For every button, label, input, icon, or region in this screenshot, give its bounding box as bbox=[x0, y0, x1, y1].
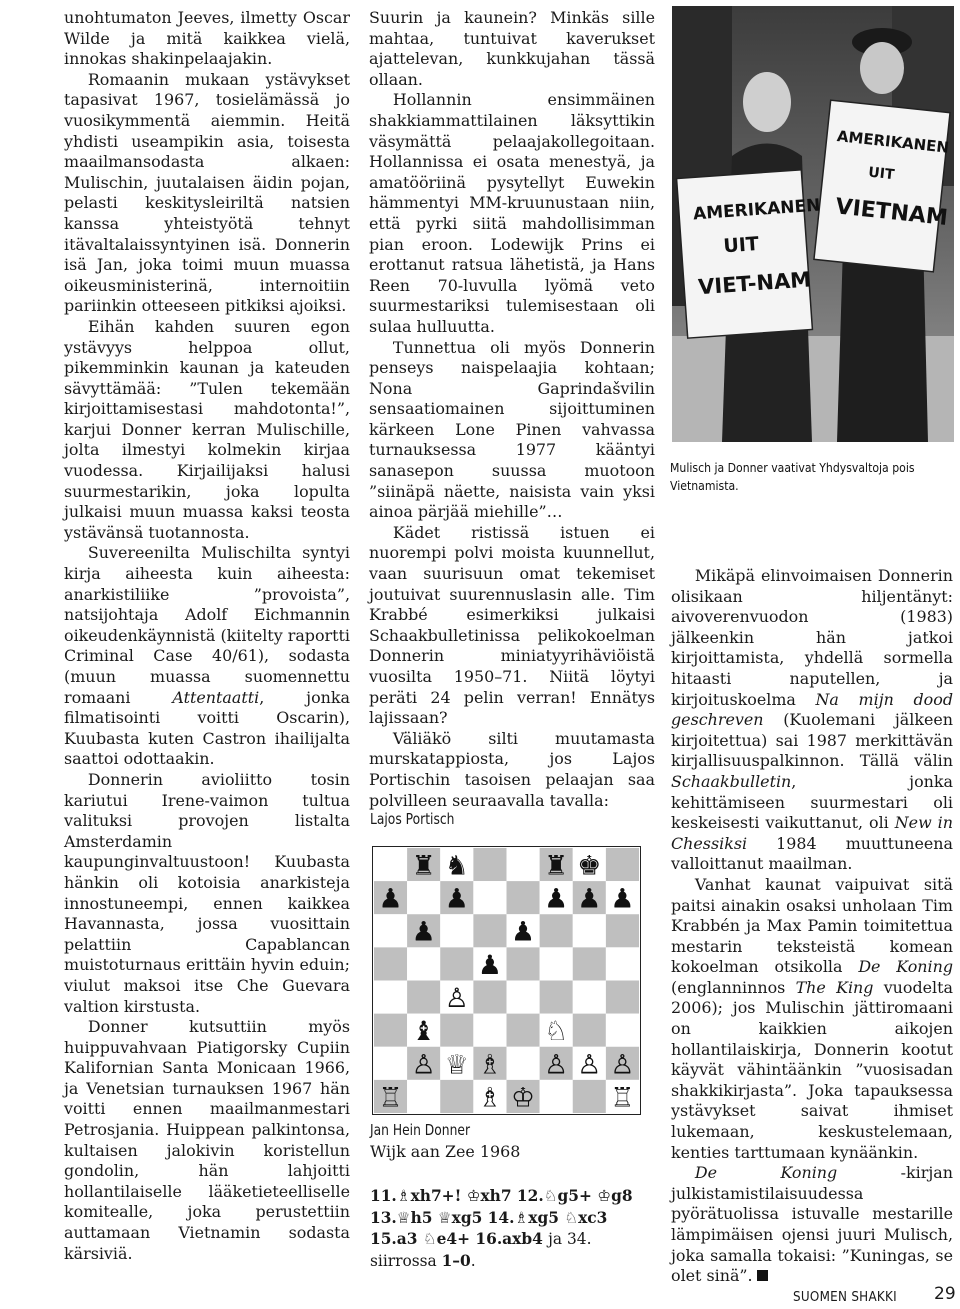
figurine-icon: ♔ bbox=[597, 1187, 612, 1205]
game-event: Wijk aan Zee 1968 bbox=[370, 1142, 521, 1161]
paragraph: Suvereenilta Mulischilta syntyi kirja aiheesta kuin aiheesta: anarkistiliike ”provoista”, natsijohtaja Adolf Eichmannin oikeudenkäynnistä (kiitelty raportti Criminal Case 40/61), sodasta (muun muassa suomennettu romaani Attentaatti, jonka filmatisointi voitti Oscarin), Kuubasta kuten Castron ihailijalta saattoi odottaakin. bbox=[64, 543, 350, 769]
board-square bbox=[374, 1047, 407, 1080]
board-square bbox=[440, 1014, 473, 1047]
magazine-name: SUOMEN SHAKKI bbox=[793, 1290, 897, 1305]
board-square bbox=[507, 881, 540, 914]
chess-piece-c8: ♞ bbox=[444, 850, 469, 882]
paragraph: unohtumaton Jeeves, ilmetty Oscar Wilde ja mitä kaikkea vielä, innokas shakinpelaajakin. bbox=[64, 8, 350, 69]
board-square bbox=[606, 981, 639, 1014]
board-square bbox=[573, 981, 606, 1014]
figurine-icon: ♕ bbox=[437, 1208, 452, 1227]
page-number: 29 bbox=[934, 1284, 956, 1304]
board-square bbox=[507, 1047, 540, 1080]
paragraph: Hollannin ensimmäinen shakkiammattilainen läksyttikin väsymättä pelaajakollegoitaan. Hollannissa ei osata menestyä, ja amatööriinä pysytellyt Euwekin hämmentyi MM-kruunustaan niin, että pyrki siitä mahdollisimman pian eroon. Lodewijk Prins ei erottanut ratsua lähetistä, ja Hans Reen 70-luvulla lyömä veto suurmestariksi tulemisestaan oli sulaa hulluutta. bbox=[369, 90, 655, 336]
chess-piece-b6: ♟ bbox=[411, 916, 436, 948]
board-square bbox=[606, 1014, 639, 1047]
paragraph: De Koning -kirjan julkistamistilaisuudessa pyörätuolissa istuvalle mestarille lämpimäisen ojensi juuri Mulisch, joka samalla tokaisi: ”Kuningas, se olet sinä”. bbox=[671, 1163, 953, 1286]
black-player-name: Jan Hein Donner bbox=[370, 1121, 471, 1139]
board-square bbox=[473, 914, 506, 947]
paragraph: Mikäpä elinvoimaisen Donnerin olisikaan hiljentänyt: aivoverenvuodon (1983) jälkeenkin hän jatkoi kirjoittamista, yhdellä sormella hitaasti naputellen, ja kirjoituskoelma Na mijn dood geschreven (Kuolemani jälkeen kirjoitettua) sai 1987 merkittävän kirjallisuuspalkinnon. Tällä välin Schaakbulletin, jonka kehittämiseen suurmestari oli keskeisesti vaikuttanut, oli New in Chessiksi 1984 muuttuneena valloittanut maailman. bbox=[671, 566, 953, 874]
paragraph: Tunnettua oli myös Donnerin penseys naispelaajia kohtaan; Nona Gaprindašvilin sensaatiomainen sijoittuminen kärkeen Lone Pinen vahvassa turnauksessa 1977 kääntyi sanasepon suussa muotoon ”siinäpä näette, naisista vain yksi ainoa pärjää miehille”… bbox=[369, 337, 655, 522]
game-moves: 11.♗xh7+! ♔xh7 12.♘g5+ ♔g8 13.♕h5 ♕xg5 14.♗xg5 ♘xc3 15.a3 ♘e4+ 16.axb4 ja 34. siirrossa 1–0. bbox=[370, 1187, 633, 1270]
sign-left-line-2: UIT bbox=[722, 232, 760, 258]
board-square bbox=[540, 981, 573, 1014]
chess-board bbox=[372, 846, 641, 1115]
board-square bbox=[473, 881, 506, 914]
board-square bbox=[606, 848, 639, 881]
figurine-icon: ♘ bbox=[422, 1230, 437, 1248]
sign-left-line-3: VIET-NAM bbox=[697, 267, 812, 300]
board-square bbox=[440, 947, 473, 980]
board-square bbox=[507, 848, 540, 881]
board-square bbox=[507, 1014, 540, 1047]
paragraph: Väliäkö silti muutamasta murskatappiosta, jos Lajos Portischin tasoisen pelaajan saa polvilleen seuraavalla tavalla: bbox=[369, 728, 655, 810]
chess-piece-f7: ♟ bbox=[544, 883, 569, 915]
chess-piece-d1: ♗ bbox=[477, 1082, 502, 1114]
chess-piece-d5: ♟ bbox=[477, 949, 502, 981]
photo-caption: Mulisch ja Donner vaativat Yhdysvaltoja pois Vietnamista. bbox=[670, 460, 915, 493]
board-square bbox=[473, 981, 506, 1014]
chess-piece-c4: ♙ bbox=[444, 983, 469, 1015]
board-square bbox=[573, 947, 606, 980]
board-square bbox=[407, 981, 440, 1014]
chess-piece-f3: ♘ bbox=[544, 1016, 569, 1048]
board-square bbox=[473, 1014, 506, 1047]
chess-piece-d2: ♗ bbox=[477, 1049, 502, 1081]
board-square bbox=[407, 1080, 440, 1113]
sign-left-line-1: AMERIKANEN bbox=[692, 195, 822, 225]
paragraph: Romaanin mukaan ystävykset tapasivat 1967, tosielämässä jo vuosikymmentä aiemmin. Heitä yhdisti useampikin asia, toisesta maailmansodasta alkaen: Mulischin, juutalaisen äidin pojan, pelasti keskitysleiriltä natsien kanssa yhteistyötä tehnyt itävaltalaissyntyinen isä. Donnerin isä Jan, joka toimi muun muassa oikeusministerinä, internoitiin pariinkin otteeseen pitkiksi ajoiksi. bbox=[64, 69, 350, 316]
chess-piece-f2: ♙ bbox=[544, 1049, 569, 1081]
board-square bbox=[573, 914, 606, 947]
board-square bbox=[440, 1080, 473, 1113]
chess-piece-g7: ♟ bbox=[577, 883, 602, 915]
chess-piece-c2: ♕ bbox=[444, 1049, 469, 1081]
article-column-1 bbox=[64, 8, 350, 1264]
board-square bbox=[507, 981, 540, 1014]
figurine-icon: ♗ bbox=[514, 1208, 529, 1227]
board-square bbox=[374, 947, 407, 980]
article-column-2 bbox=[369, 8, 655, 811]
figurine-icon: ♘ bbox=[543, 1187, 558, 1205]
chess-piece-a7: ♟ bbox=[378, 883, 403, 915]
figurine-icon: ♘ bbox=[564, 1208, 579, 1227]
paragraph: Kädet ristissä istuen ei nuorempi polvi moista kuunnellut, vaan suurisuun omat tekemiset joutuivat suurennuslasin alle. Tim Krabbé esimerkiksi julkaisi Schaakbulletinissa pelikokoelman Donnerin miniatyyrihäviöistä vuosilta 1950–71. Niitä löytyi peräti 24 pelin verran! Ennätys lajissaan? bbox=[369, 522, 655, 728]
board-square bbox=[606, 914, 639, 947]
chess-piece-c7: ♟ bbox=[444, 883, 469, 915]
sign-right-line-2: UIT bbox=[867, 164, 896, 184]
board-square bbox=[540, 1080, 573, 1113]
chess-piece-e6: ♟ bbox=[511, 916, 536, 948]
board-square bbox=[573, 1014, 606, 1047]
board-square bbox=[374, 981, 407, 1014]
board-square bbox=[374, 1014, 407, 1047]
end-mark bbox=[757, 1270, 768, 1281]
board-square bbox=[407, 947, 440, 980]
white-player-name: Lajos Portisch bbox=[370, 810, 455, 828]
figurine-icon: ♗ bbox=[396, 1187, 411, 1205]
board-square bbox=[540, 914, 573, 947]
board-square bbox=[374, 914, 407, 947]
figurine-icon: ♕ bbox=[396, 1208, 411, 1227]
chess-piece-h2: ♙ bbox=[610, 1049, 635, 1081]
board-square bbox=[440, 914, 473, 947]
paragraph: Suurin ja kaunein? Minkäs sille mahtaa, tuntuivat kaverukset ajattelevan, kunkkujahan tässä ollaan. bbox=[369, 8, 655, 89]
chess-piece-e1: ♔ bbox=[511, 1082, 536, 1114]
board-square bbox=[473, 848, 506, 881]
protest-photo bbox=[672, 6, 954, 442]
board-square bbox=[540, 947, 573, 980]
chess-piece-h1: ♖ bbox=[610, 1082, 635, 1114]
chess-piece-b8: ♜ bbox=[411, 850, 436, 882]
article-column-3 bbox=[671, 566, 953, 1287]
chess-piece-a1: ♖ bbox=[378, 1082, 403, 1114]
chess-piece-b3: ♝ bbox=[411, 1016, 436, 1048]
chess-piece-f8: ♜ bbox=[544, 850, 569, 882]
figurine-icon: ♔ bbox=[466, 1187, 481, 1205]
paragraph: Eihän kahden suuren egon ystävyys helppoa ollut, pikemminkin kaunan ja kateuden sävyttämää: ”Tulen tekemään kirjoittamisestasi mahdotonta!”, karjui Donner kerran Mulischille, jolta ilmestyi kolmekin kirjaa vuodessa. Kirjailijaksi halusi suurmestarikin, joka lopulta julkaisi muun muassa kaksi teosta ystävänsä tuotannosta. bbox=[64, 316, 350, 542]
board-square bbox=[507, 947, 540, 980]
board-square bbox=[573, 1080, 606, 1113]
chess-piece-b2: ♙ bbox=[411, 1049, 436, 1081]
board-square bbox=[407, 881, 440, 914]
board-square bbox=[606, 947, 639, 980]
chess-piece-h7: ♟ bbox=[610, 883, 635, 915]
chess-piece-g8: ♚ bbox=[577, 850, 602, 882]
paragraph: Vanhat kaunat vaipuivat sitä paitsi ainakin osaksi unholaan Tim Krabbén ja Max Pamin toimitettua mestarin teksteistä komean kokoelman otsikolla De Koning (englanninnos The King vuodelta 2006); jos Mulischin jättiromaani on kaikkien aikojen hollantilaiskirja, Donnerin kootut käyvät vähintäänkin ”vuosisadan shakkikirjasta”. Joka tapauksessa ystävykset saivat ihmiset lukemaan, keskustelemaan, kenties tarttumaan kynäänkin. bbox=[671, 874, 954, 1162]
sign-right-line-3: VIETNAM bbox=[834, 194, 949, 231]
chess-piece-g2: ♙ bbox=[577, 1049, 602, 1081]
board-square bbox=[374, 848, 407, 881]
paragraph: Donner kutsuttiin myös huippuvahvaan Piatigorsky Cupiin Kalifornian Santa Monicaan 1966, ja Venetsian turnauksen 1967 hän voitti ennen maailmanmestari Petrosjania. Huippean palkintonsa, kultaisen jalokivin koristellun gondolin, hän lahjoitti hollantilaiselle lääketieteelliselle komitealle, joka perustettiin auttamaan Vietnamin sodasta kärsiviä. bbox=[64, 1017, 350, 1263]
paragraph: Donnerin avioliitto tosin kariutui Irene-vaimon tultua valituksi provojen listalta Amsterdamin kaupunginvaltuustoon! Kuubasta hänkin oli kotoisia anarkisteja innostuneempi, ennen kaikkea Havannasta, jossa vuosittain pelattiin Capablancan muistoturnaus erittäin hyvin eduin; viulut maksoi itse Che Guevara valtion kirstusta. bbox=[64, 769, 350, 1016]
sign-right-line-1: AMERIKANEN bbox=[836, 127, 950, 157]
